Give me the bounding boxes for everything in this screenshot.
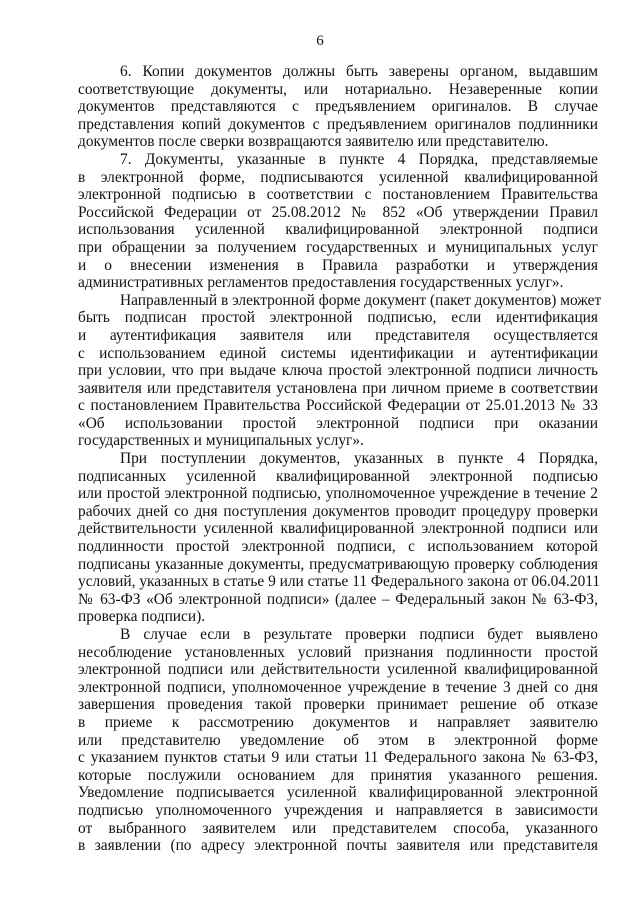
text-line: подписью уполномоченного учреждения и направляется в зависимости (78, 801, 598, 819)
text-line: в заявлении (по адресу электронной почты заявителя или представителя (78, 837, 598, 855)
text-line: в электронной форме, подписываются усиленной квалифицированной (78, 168, 598, 186)
text-line: в приеме к рассмотрению документов и направляет заявителю (78, 713, 598, 731)
page-number: 6 (316, 33, 324, 49)
text-line: или представителю уведомление об этом в электронной форме (78, 731, 598, 749)
text-line: подписанных усиленной квалифицированной электронной подписью (78, 467, 598, 485)
text-line: документов представляются с предъявлением оригиналов. В случае (78, 98, 598, 116)
text-line: Направленный в электронной форме документ (пакет документов) может (120, 291, 602, 309)
text-line: проверка подписи). (78, 608, 206, 626)
text-line: и аутентификация заявителя или представителя осуществляется (78, 326, 598, 344)
text-line: 6. Копии документов должны быть заверены органом, выдавшим (120, 63, 598, 80)
text-line: использования усиленной квалифицированной электронной подписи (78, 221, 598, 239)
text-line: действительности усиленной квалифицированной электронной подписи или (78, 520, 598, 538)
text-line: электронной подписи, уполномоченное учреждение в течение 3 дней со дня (78, 678, 598, 696)
text-line: и о внесении изменения в Правила разработки и утверждения (78, 256, 598, 274)
text-line: завершения проведения такой проверки принимает решение об отказе (78, 696, 598, 714)
text-line: административных регламентов предоставления государственных услуг». (78, 274, 564, 292)
text-line: соответствующие документы, или нотариально. Незаверенные копии (78, 80, 598, 98)
document-body (78, 63, 602, 855)
text-line: при условии, что при выдаче ключа простой электронной подписи личность (78, 362, 598, 380)
text-line: Российской Федерации от 25.08.2012 № 852 «Об утверждении Правил (78, 203, 598, 221)
text-line: с постановлением Правительства Российской Федерации от 25.01.2013 № 33 (78, 397, 598, 415)
text-line: рабочих дней со дня поступления документов проводит процедуру проверки (78, 502, 598, 520)
text-line: с использованием единой системы идентификации и аутентификации (78, 344, 598, 362)
text-line: электронной подписи или действительности усиленной квалифицированной (78, 661, 598, 679)
text-line: или простой электронной подписью, уполномоченное учреждение в течение 2 (78, 485, 598, 503)
paragraph (78, 291, 602, 450)
text-line: государственных и муниципальных услуг». (78, 432, 364, 450)
text-line: № 63-ФЗ «Об электронной подписи» (далее – Федеральный закон № 63-ФЗ, (78, 590, 598, 608)
paragraph (78, 63, 598, 151)
text-line: с указанием пунктов статьи 9 или статьи 11 Федерального закона № 63-ФЗ, (78, 749, 598, 767)
text-line: заявителя или представителя установлена при личном приеме в соответствии (78, 379, 598, 397)
text-line: документов после сверки возвращаются заявителю или представителю. (78, 133, 549, 151)
paragraph (78, 450, 601, 626)
paragraph (78, 626, 598, 855)
text-line: В случае если в результате проверки подписи будет выявлено (120, 626, 598, 643)
text-line: которые послужили основанием для принятия указанного решения. (78, 766, 598, 784)
text-line: представления копий документов с предъявлением оригиналов подлинники (78, 115, 598, 133)
text-line: электронной подписью в соответствии с постановлением Правительства (78, 186, 598, 204)
text-line: «Об использовании простой электронной подписи при оказании (78, 414, 598, 432)
paragraph (78, 151, 598, 292)
text-line: несоблюдение установленных условий признания подлинности простой (78, 643, 598, 661)
text-line: условий, указанных в статье 9 или статье 11 Федерального закона от 06.04.2011 (78, 573, 601, 591)
text-line: подписаны указанные документы, предусматривающую проверку соблюдения (78, 555, 598, 573)
text-line: подлинности простой электронной подписи, с использованием которой (78, 538, 598, 556)
text-line: 7. Документы, указанные в пункте 4 Порядка, представляемые (120, 150, 598, 168)
text-line: Уведомление подписывается усиленной квалифицированной электронной (78, 784, 598, 802)
text-line: При поступлении документов, указанных в пункте 4 Порядка, (120, 450, 598, 468)
text-line: быть подписан простой электронной подписью, если идентификация (78, 309, 598, 327)
text-line: при обращении за получением государственных и муниципальных услуг (78, 238, 598, 256)
text-line: от выбранного заявителем или представителем способа, указанного (78, 819, 598, 837)
